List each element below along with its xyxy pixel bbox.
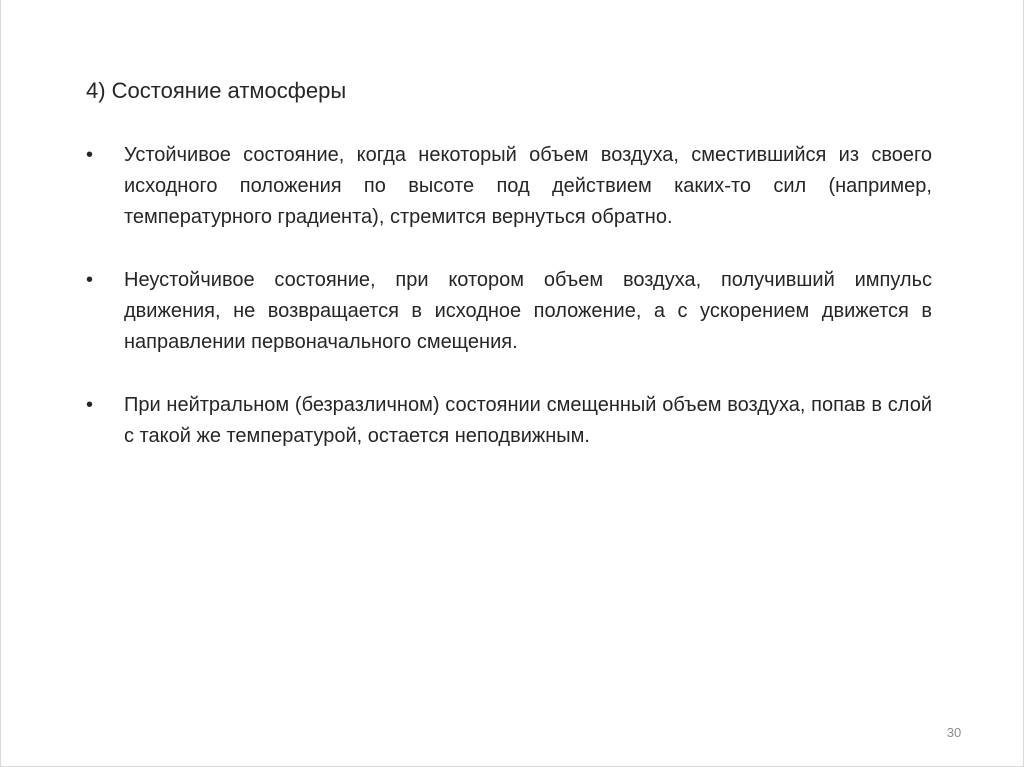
slide-title: 4) Состояние атмосферы: [86, 78, 347, 103]
bullet-text-stable: Устойчивое состояние, когда некоторый объем воздуха, сместившийся из своего исходного положения по высоте под действием каких-то сил (например, температурного градиента), стремится вернуться обратно.: [124, 144, 932, 228]
bullet-marker: •: [86, 394, 94, 416]
bullet-item-unstable: [86, 265, 932, 358]
bullet-item-stable: [86, 140, 932, 233]
bullet-marker: •: [86, 269, 94, 291]
bullet-list: [86, 140, 932, 484]
bullet-marker: •: [86, 144, 94, 166]
page-number: 30: [946, 725, 962, 740]
bullet-text-neutral: При нейтральном (безразличном) состоянии смещенный объем воздуха, попав в слой с такой же температурой, остается неподвижным.: [124, 394, 932, 447]
bullet-item-neutral: [86, 390, 932, 452]
bullet-text-unstable: Неустойчивое состояние, при котором объем воздуха, получивший импульс движения, не возвращается в исходное положение, а с ускорением движется в направлении первоначального смещения.: [124, 269, 932, 353]
slide-frame-left: [0, 0, 1, 767]
